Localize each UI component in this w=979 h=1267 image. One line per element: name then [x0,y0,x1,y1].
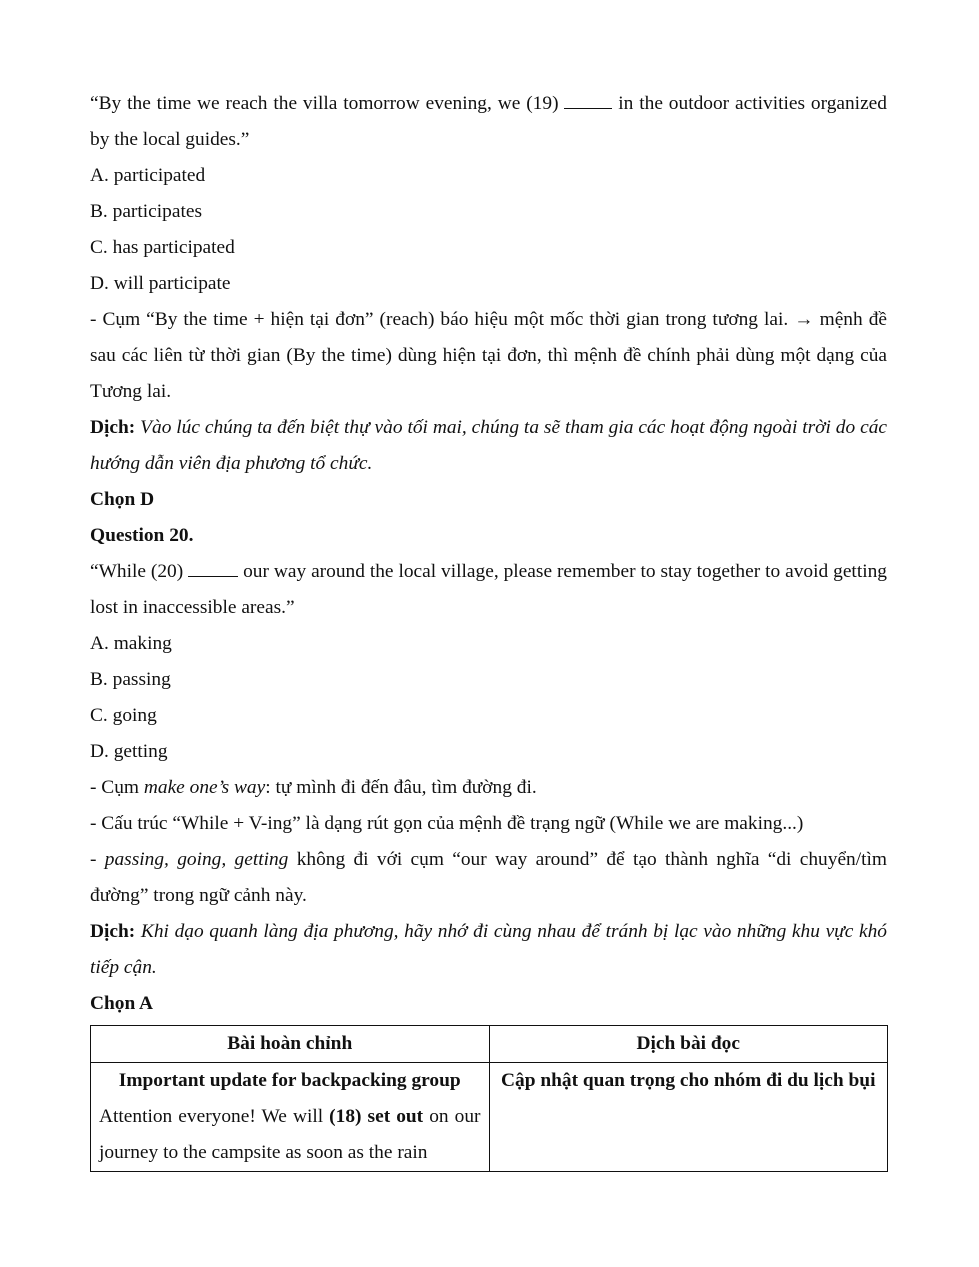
q20-note-1: - Cụm make one’s way: tự mình đi đến đâu, tìm đường đi. [90,777,537,798]
table-cell-left [91,1063,490,1172]
q20-note-3: - passing, going, getting không đi với cụm “our way around” để tạo thành nghĩa “di chuyển/tìm đường” trong ngữ cảnh này. [90,849,887,906]
q19-translation: Dịch: Vào lúc chúng ta đến biệt thự vào tối mai, chúng ta sẽ tham gia các hoạt động ngoài trời do các hướng dẫn viên địa phương tổ chức. [90,417,887,474]
answer-blank [564,86,612,109]
q19-stem: “By the time we reach the villa tomorrow evening, we (19) in the outdoor activities organized by the local guides.” [90,86,887,158]
table-row [91,1063,888,1172]
table-header-right: Dịch bài đọc [489,1026,888,1063]
q19-option-c: C. has participated [90,237,235,258]
passage-text: Attention everyone! We will (18) set out on our journey to the campsite as soon as the rain [99,1106,481,1163]
q20-option-a: A. making [90,633,172,654]
q20-option-c: C. going [90,705,157,726]
q20-option-d: D. getting [90,741,168,762]
q20-answer: Chọn A [90,993,154,1014]
q20-heading: Question 20. [90,525,194,546]
q19-option-d: D. will participate [90,273,231,294]
table-cell-right [489,1063,888,1172]
document-page [90,86,887,1172]
passage-title: Important update for backpacking group [118,1070,461,1091]
q19-option-b: B. participates [90,201,202,222]
q19-explanation: - Cụm “By the time + hiện tại đơn” (reach) báo hiệu một mốc thời gian trong tương lai. → mệnh đề sau các liên từ thời gian (By the time) dùng hiện tại đơn, thì mệnh đề chính phải dùng một dạng của Tương lai. [90,309,887,402]
q20-option-b: B. passing [90,669,171,690]
table-header-row [91,1026,888,1063]
passage-table [90,1025,888,1172]
q19-answer: Chọn D [90,489,155,510]
q20-translation: Dịch: Khi dạo quanh làng địa phương, hãy nhớ đi cùng nhau để tránh bị lạc vào những khu vực khó tiếp cận. [90,921,887,978]
q20-stem: “While (20) our way around the local village, please remember to stay together to avoid getting lost in inaccessible areas.” [90,554,887,626]
translation-title: Cập nhật quan trọng cho nhóm đi du lịch bụi [501,1070,876,1091]
q19-option-a: A. participated [90,165,206,186]
answer-blank [188,554,238,577]
table-header-left: Bài hoàn chỉnh [91,1026,490,1063]
q20-note-2: - Cấu trúc “While + V-ing” là dạng rút gọn của mệnh đề trạng ngữ (While we are making...) [90,813,804,834]
